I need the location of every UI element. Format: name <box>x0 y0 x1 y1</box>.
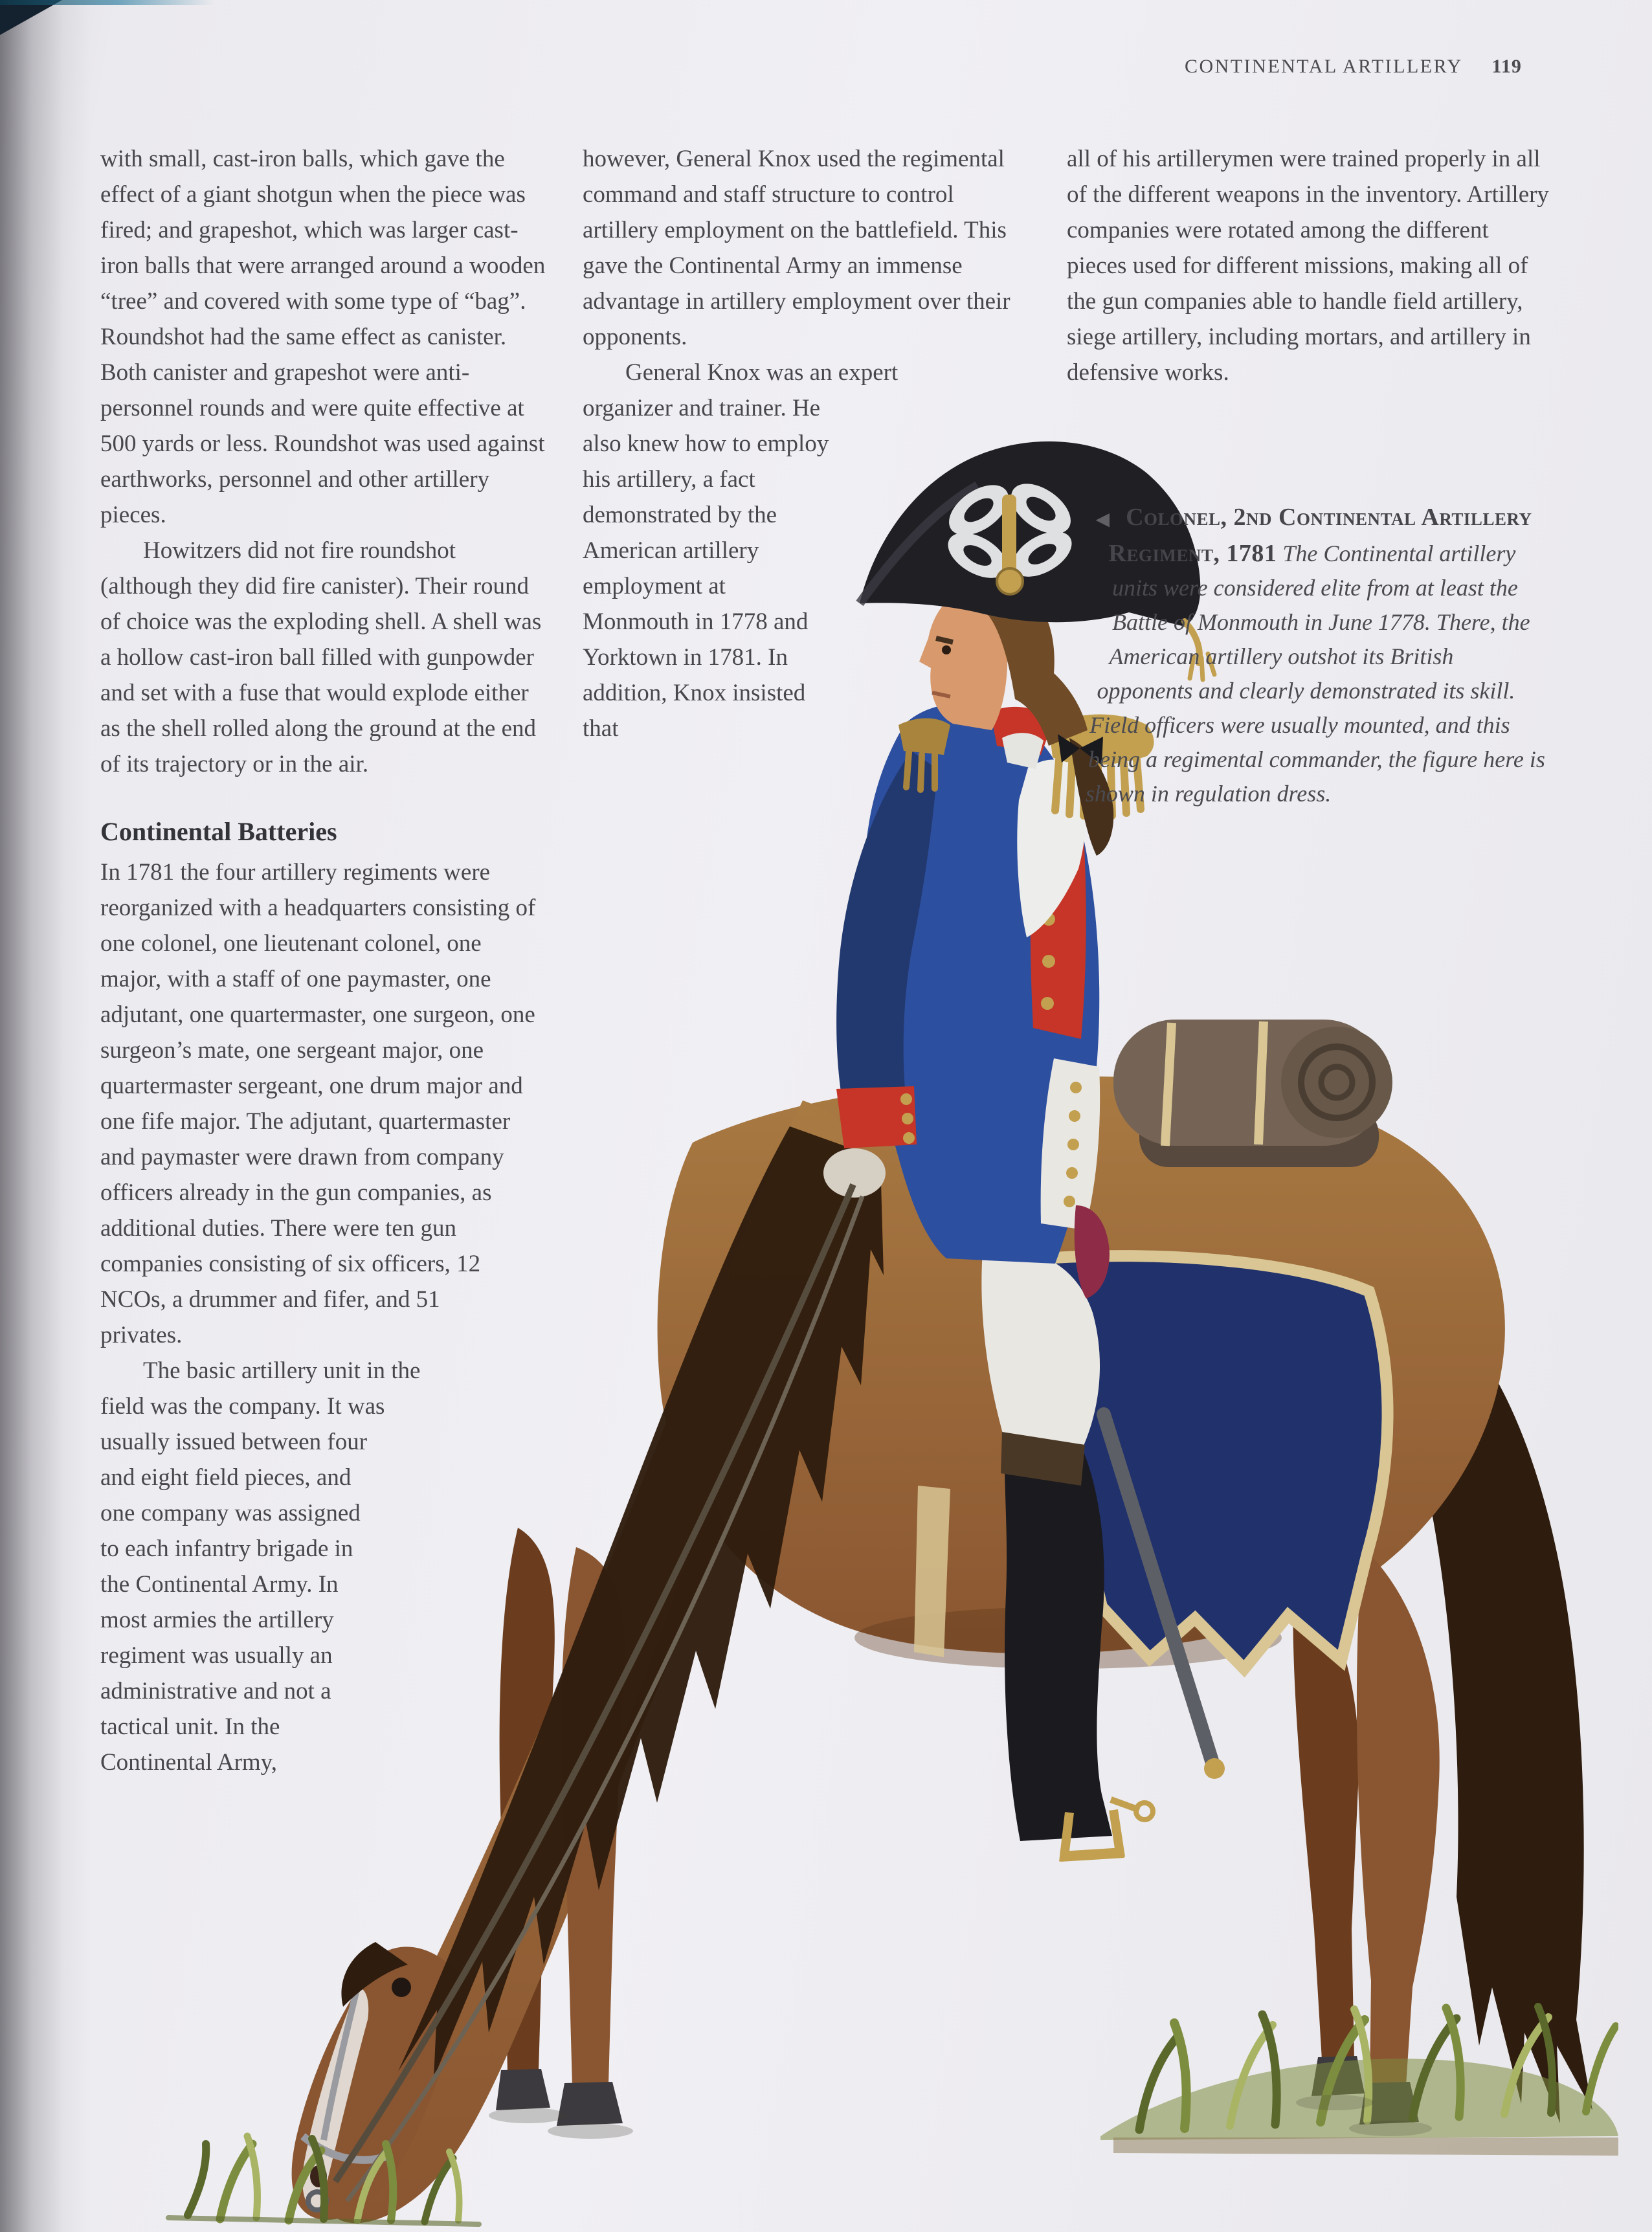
scan-edge-artifact <box>0 0 214 5</box>
page-number: 119 <box>1491 56 1522 77</box>
column-right <box>1067 141 1549 876</box>
page-gutter-shadow <box>0 0 91 2232</box>
caption-pointer-icon: ◀ <box>1095 509 1110 530</box>
grass-right-tuft <box>1100 2007 1618 2156</box>
scabbard-tip <box>1204 1758 1225 1779</box>
illustration-caption <box>1067 500 1549 811</box>
paragraph: Howitzers did not fire roundshot (although they did fire canister). Their round of choice was the exploding shell. A shell was a hollow cast-iron ball filled with gunpowder and set with a fuse that would explode either as the shell rolled along the ground at the end of its trajectory or in the air. <box>100 537 542 777</box>
text-wrap-spacer-caption <box>1067 604 1112 876</box>
paragraph: In 1781 the four artillery regiments were reorganized with a headquarters consisting of one colonel, one lieutenant colonel, one major, with a staff of one paymaster, one adjutant, one quartermaster, one surgeon, one surgeon’s mate, one sergeant major, one quartermaster sergeant, one drum major and one fife major. The adjutant, quartermaster and paymaster were drawn from company officers already in the gun companies, as additional duties. There were ten gun companies consisting of six officers, 12 NCOs, a drummer and fifer, and 51 privates. <box>100 859 536 1348</box>
running-header-title: CONTINENTAL ARTILLERY <box>1185 56 1462 77</box>
caption-text: The Continental artillery units were considered elite from at least the Battle of Monmouth in June 1778. There, the American artillery outshot its British opponents and clearly demonstrated its skill. Field officers were usually mounted, and this being a regimental commander, the figure here is shown in regulation dress. <box>1085 541 1545 807</box>
paragraph: however, General Knox used the regimental command and staff structure to control artillery employment on the battlefield. This gave the Continental Army an immense advantage in artillery employment over their opponents. <box>583 146 1010 350</box>
caption-lead: Colonel, 2nd Continental Artillery Regiment, 1781 <box>1108 504 1532 567</box>
rider-glove-hand <box>823 1148 886 1198</box>
paragraph: with small, cast-iron balls, which gave the effect of a giant shotgun when the piece was fired; and grapeshot, which was larger cast-iron balls that were arranged around a wooden “tree” and covered with some type of “bag”. Roundshot had the same effect as canister. Both canister and grapeshot were anti-personnel rounds and were quite effective at 500 yards or less. Roundshot was used against earthworks, personnel and other artillery pieces. <box>100 146 546 528</box>
scan-corner-artifact <box>0 0 62 35</box>
column-middle <box>583 141 1026 950</box>
paragraph: General Knox was an expert organizer and trainer. He also knew how to employ his artillery, a fact demonstrated by the American artillery employment at Monmouth in 1778 and Yorktown in 1781. In addition, Knox insisted that <box>583 359 899 742</box>
column-left <box>100 141 548 2193</box>
paragraph: The basic artillery unit in the field was the company. It was usually issued between four and eight field pieces, and one company was assigned to each infantry brigade in the Continental Army. In most armies the artillery regiment was usually an administrative and not a tactical unit. In the Continental Army, <box>100 1357 421 1776</box>
running-header <box>1185 56 1522 78</box>
section-heading: Continental Batteries <box>100 817 337 846</box>
rider-boot <box>1005 1436 1112 1841</box>
horse-hind-near-leg <box>1357 1547 1440 2086</box>
paragraph: all of his artillerymen were trained properly in all of the different weapons in the inventory. Artillery companies were rotated among the different pieces used for different missions, making all of the gun companies able to handle field artillery, siege artillery, including mortars, and artillery in defensive works. <box>1067 146 1549 386</box>
